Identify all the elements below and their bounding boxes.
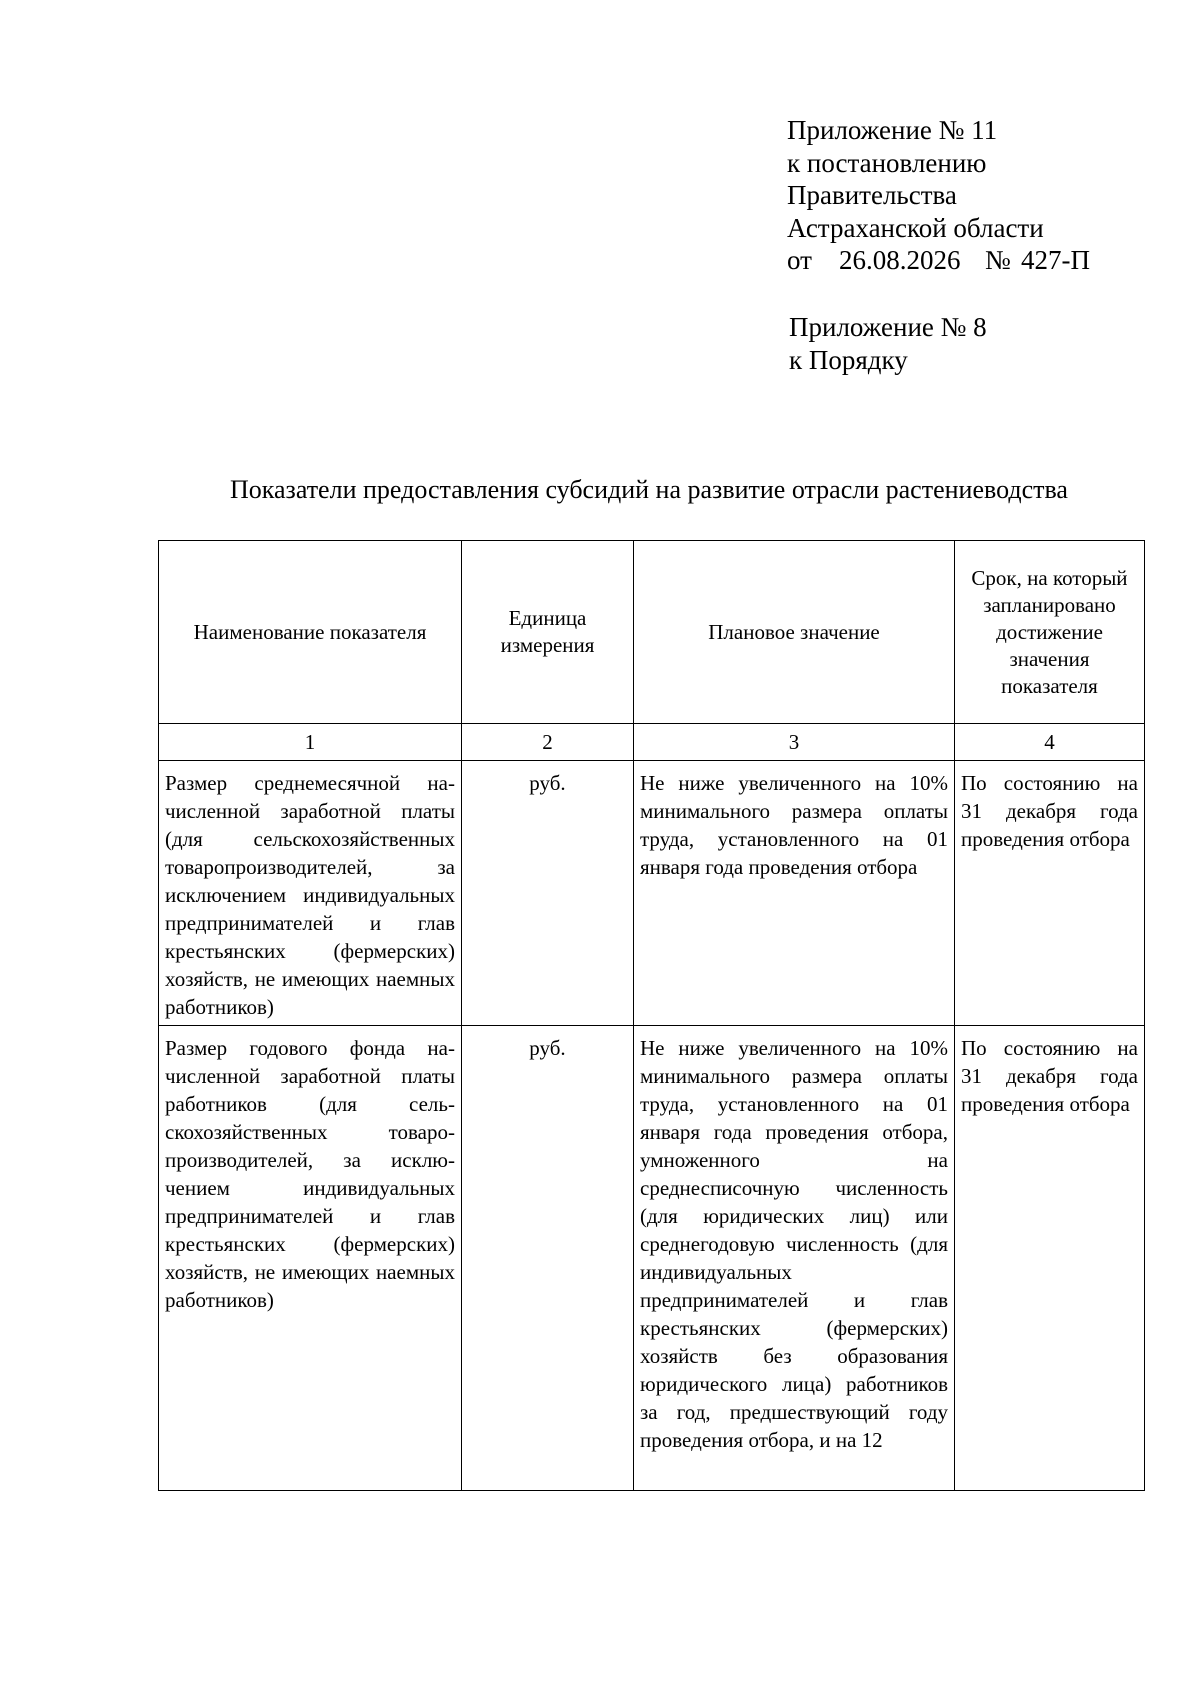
- header-deadline: Срок, на который запланировано достижение значения показателя: [955, 541, 1145, 724]
- planned-value-cell: Не ниже увеличенного на 10% минимального размера оплаты труда, установленного на 01 января года проведения отбора, умноженного на среднесписочную численность (для юридических лиц) или среднегодовую численность (для индивидуальных предпринимателей и глав крестьянских (фермерских) хозяйств без образования юридического лица) работников за год, предшествующий году проведения отбора, и на 12: [634, 1026, 955, 1491]
- deadline-cell: По состоянию на 31 декабря года проведения отбора: [955, 761, 1145, 1026]
- column-number: 3: [634, 724, 955, 761]
- header-unit: Единица измерения: [462, 541, 634, 724]
- from-label: от: [787, 245, 812, 275]
- header-planned-value: Плановое значение: [634, 541, 955, 724]
- table-header-row: [159, 541, 1145, 724]
- region-line: Астраханской области: [787, 212, 1044, 243]
- document-title: Показатели предоставления субсидий на развитие отрасли растениеводства: [230, 475, 1068, 504]
- resolution-date-line: [787, 244, 1090, 277]
- table-row: [159, 761, 1145, 1026]
- appendix-header: [787, 114, 1090, 277]
- resolution-number: 427-П: [1021, 245, 1090, 275]
- column-number: 4: [955, 724, 1145, 761]
- order-appendix-number: Приложение № 8: [789, 312, 987, 342]
- appendix-number: Приложение № 11: [787, 115, 998, 145]
- column-numbers-row: [159, 724, 1145, 761]
- column-number: 2: [462, 724, 634, 761]
- unit-cell: руб.: [462, 1026, 634, 1491]
- column-number: 1: [159, 724, 462, 761]
- indicator-name-cell: Размер годового фонда начисленной заработной платы работников (для сельскохозяйственных товаропроизводителей, за исключением индивидуальных предпринимателей и глав крестьянских (фермерских) хозяйств, не имеющих наемных работников): [159, 1026, 462, 1491]
- unit-cell: руб.: [462, 761, 634, 1026]
- number-sign: №: [985, 245, 1011, 275]
- planned-value-cell: Не ниже увеличенного на 10% минимального размера оплаты труда, установленного на 01 января года проведения отбора: [634, 761, 955, 1026]
- to-order-line: к Порядку: [789, 344, 908, 375]
- order-reference: [789, 311, 987, 376]
- resolution-date: 26.08.2026: [839, 245, 961, 275]
- government-line: Правительства: [787, 180, 957, 210]
- to-resolution-line: к постановлению: [787, 147, 987, 178]
- table-row: [159, 1026, 1145, 1491]
- header-indicator-name: Наименование показателя: [159, 541, 462, 724]
- deadline-cell: По состоянию на 31 декабря года проведения отбора: [955, 1026, 1145, 1491]
- indicators-table: [158, 540, 1145, 1491]
- indicator-name-cell: Размер среднемесячной начисленной заработной платы (для сельскохозяйственных товаропроизводителей, за исключением индивидуальных предпринимателей и глав крестьянских (фермерских) хозяйств, не имеющих наемных работников): [159, 761, 462, 1026]
